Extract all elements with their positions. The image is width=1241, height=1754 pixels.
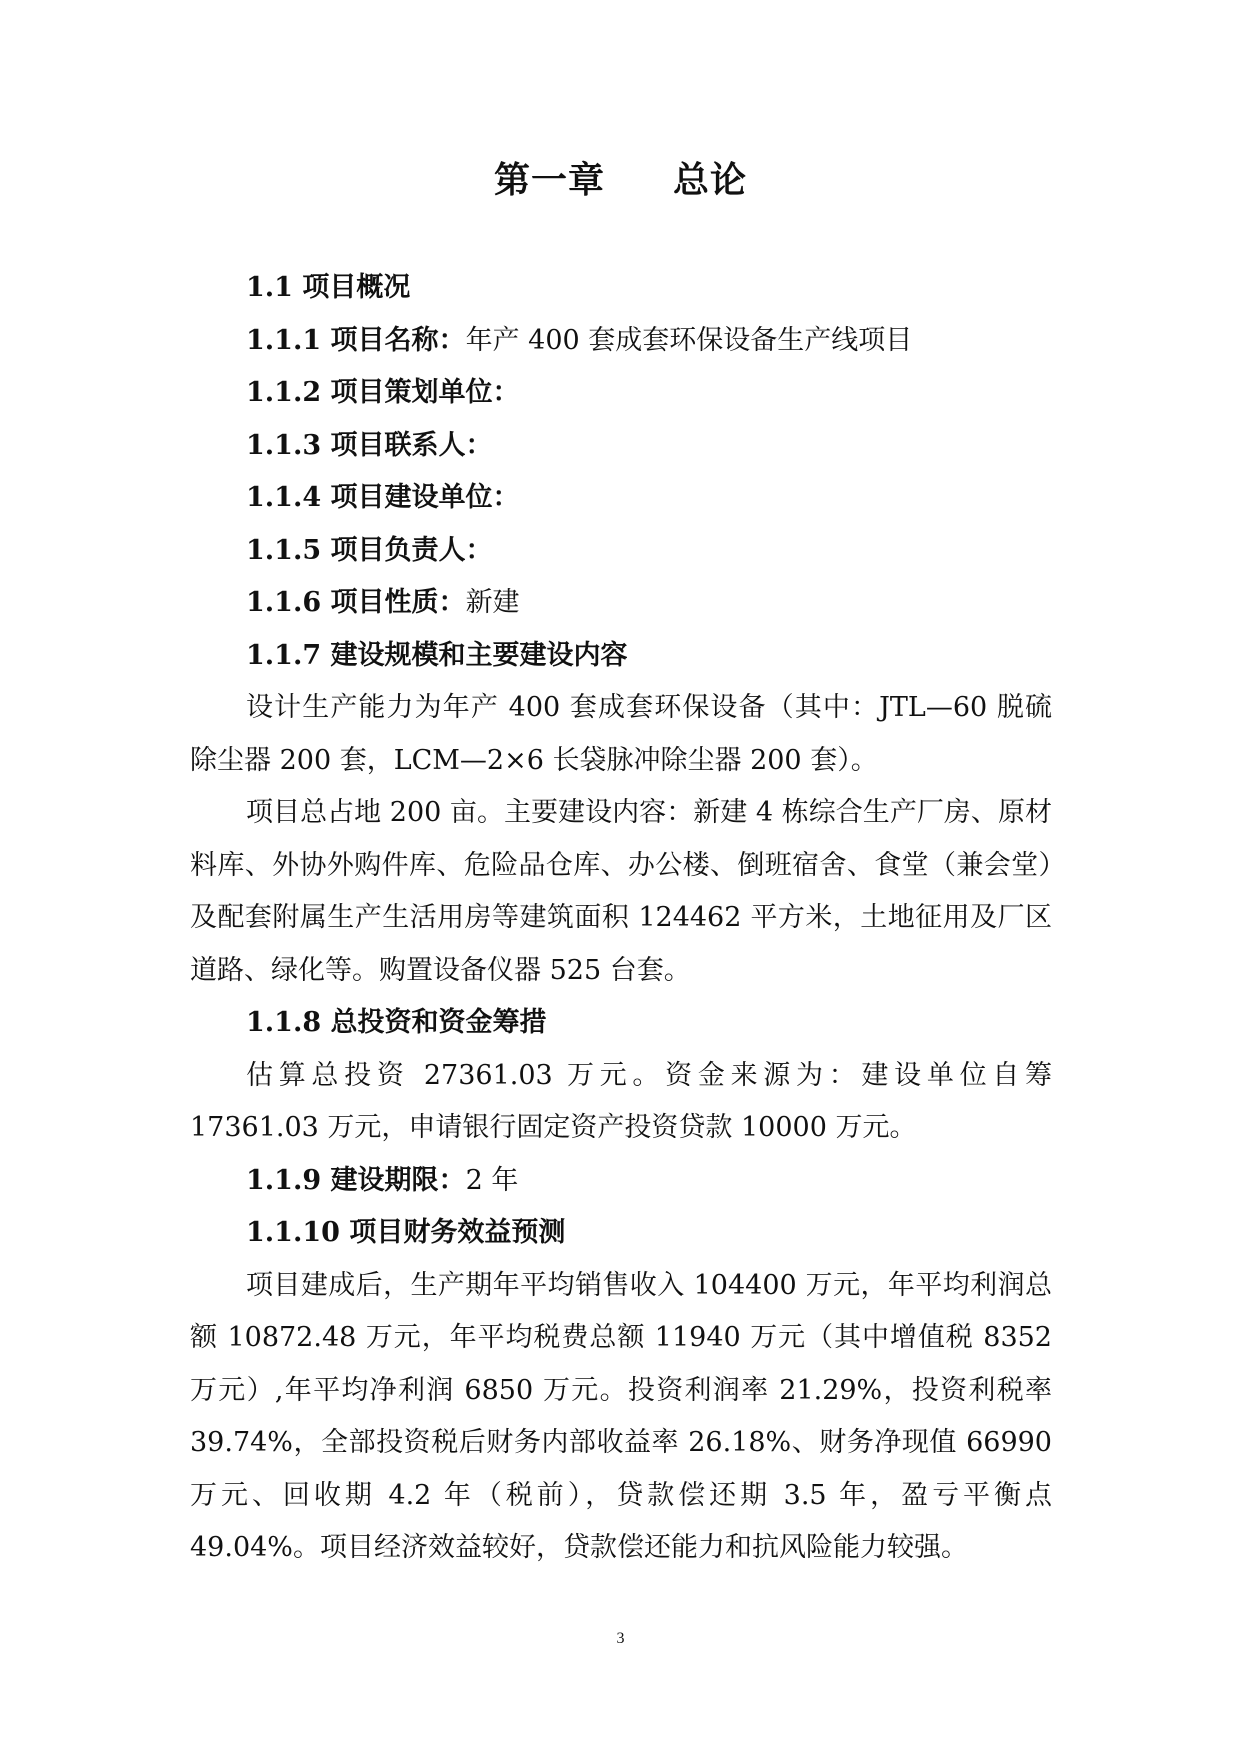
project-nature-label: 1.1.6 项目性质： bbox=[246, 587, 466, 618]
capacity-paragraph: 设计生产能力为年产 400 套成套环保设备（其中：JTL—60 脱硫除尘器 200 套，LCM—2×6 长袋脉冲除尘器 200 套）。 bbox=[190, 692, 1052, 776]
page-number: 3 bbox=[616, 1630, 625, 1647]
chapter-number: 第一章 bbox=[493, 159, 605, 201]
project-name-value: 年产 400 套成套环保设备生产线项目 bbox=[465, 324, 913, 356]
section-1-1-5-heading bbox=[190, 525, 1052, 578]
section-1-1-2-heading bbox=[190, 367, 1052, 420]
section-1-1-8-heading: 1.1.8 总投资和资金筹措 bbox=[246, 1007, 547, 1038]
chapter-body bbox=[190, 262, 1052, 1575]
construction-content-paragraph: 项目总占地 200 亩。主要建设内容：新建 4 栋综合生产厂房、原材料库、外协外购件库、危险品仓库、办公楼、倒班宿舍、食堂（兼会堂）及配套附属生产生活用房等建筑面积 124462 平方米，土地征用及厂区道路、绿化等。购置设备仪器 525 台套。 bbox=[190, 797, 1052, 986]
section-1-1-heading: 1.1 项目概况 bbox=[246, 272, 411, 303]
chapter-title bbox=[0, 152, 1241, 203]
construction-period-label: 1.1.9 建设期限： bbox=[246, 1164, 466, 1196]
section-1-1-6-heading bbox=[190, 577, 1052, 630]
section-1-1-3-heading bbox=[190, 420, 1052, 473]
planning-unit-label: 1.1.2 项目策划单位： bbox=[246, 377, 520, 408]
section-1-1-9-heading bbox=[190, 1155, 1052, 1208]
section-1-1-7-heading: 1.1.7 建设规模和主要建设内容 bbox=[246, 639, 628, 671]
chapter-name: 总论 bbox=[673, 159, 748, 201]
project-leader-label: 1.1.5 项目负责人： bbox=[246, 534, 493, 566]
construction-period-value: 2 年 bbox=[465, 1164, 519, 1196]
investment-paragraph: 估算总投资 27361.03 万元。资金来源为：建设单位自筹 17361.03 万元，申请银行固定资产投资贷款 10000 万元。 bbox=[190, 1059, 1052, 1143]
section-1-1-4-heading bbox=[190, 472, 1052, 525]
section-1-1-10-heading: 1.1.10 项目财务效益预测 bbox=[246, 1217, 566, 1248]
section-1-1-1-heading bbox=[190, 315, 1052, 368]
project-name-label: 1.1.1 项目名称： bbox=[246, 324, 466, 356]
contact-person-label: 1.1.3 项目联系人： bbox=[246, 429, 493, 461]
construction-unit-label: 1.1.4 项目建设单位： bbox=[246, 482, 520, 513]
financial-forecast-paragraph: 项目建成后，生产期年平均销售收入 104400 万元，年平均利润总额 10872.48 万元，年平均税费总额 11940 万元（其中增值税 8352 万元）,年平均净利润 6850 万元。投资利润率 21.29%，投资利税率 39.74%，全部投资税后财务内部收益率 26.18%、财务净现值 66990 万元、回收期 4.2 年（税前），贷款偿还期 3.5 年，盈亏平衡点 49.04%。项目经济效益较好，贷款偿还能力和抗风险能力较强。 bbox=[190, 1269, 1052, 1563]
project-nature-value: 新建 bbox=[465, 587, 520, 618]
